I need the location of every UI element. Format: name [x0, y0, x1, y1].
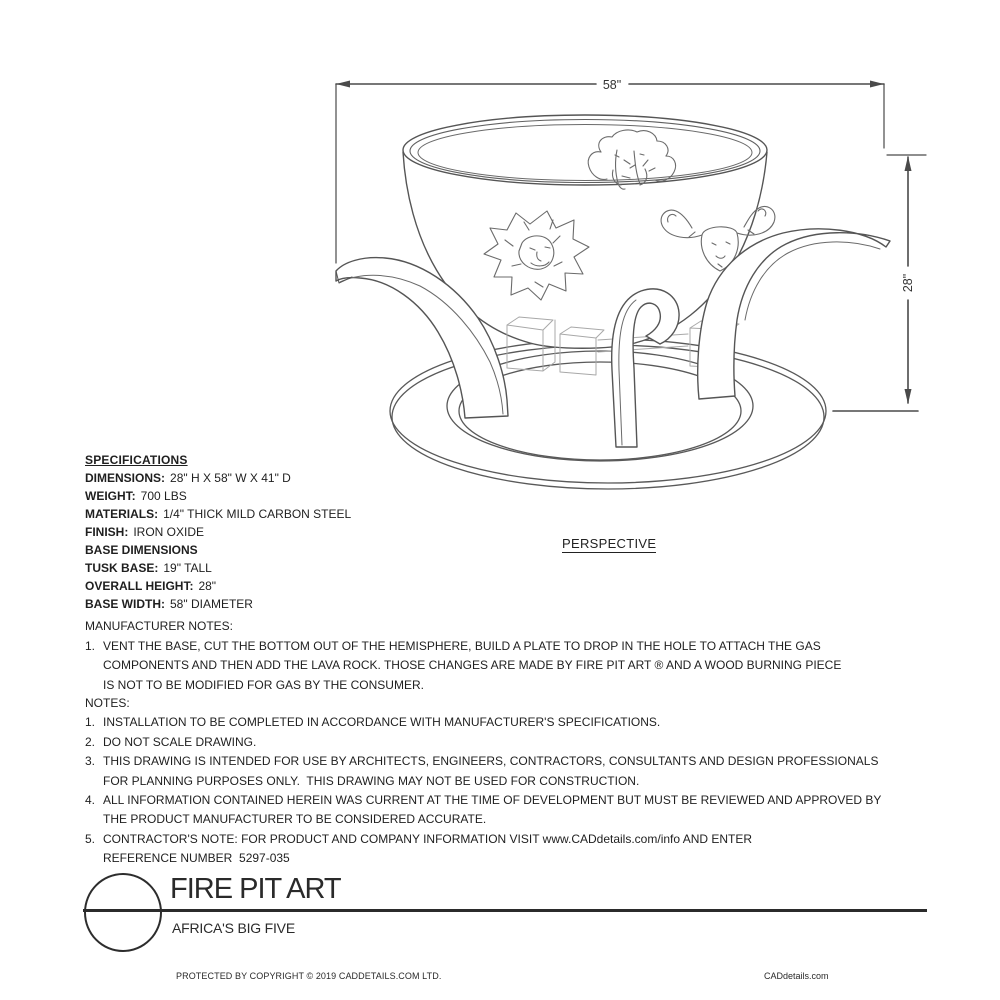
spec-label: FINISH:	[85, 525, 129, 539]
spec-value: 28" H X 58" W X 41" D	[170, 471, 291, 485]
company-name: FIRE PIT ART	[170, 873, 341, 905]
dimension-28-label: 28"	[901, 273, 915, 293]
spec-value: 1/4" THICK MILD CARBON STEEL	[163, 507, 352, 521]
note-number: 5.	[85, 831, 96, 846]
note-text: FOR PLANNING PURPOSES ONLY. THIS DRAWING MAY NOT BE USED FOR CONSTRUCTION.	[103, 773, 640, 788]
note-line	[85, 656, 841, 676]
note-number: 2.	[85, 734, 96, 749]
spec-label: OVERALL HEIGHT:	[85, 579, 194, 593]
note-text: COMPONENTS AND THEN ADD THE LAVA ROCK. THOSE CHANGES ARE MADE BY FIRE PIT ART ® AND A WOOD BURNING PIECE	[103, 658, 842, 672]
note-text: THIS DRAWING IS INTENDED FOR USE BY ARCHITECTS, ENGINEERS, CONTRACTORS, CONSULTANTS AND DESIGN PROFESSIONALS	[103, 754, 879, 769]
note-line	[85, 713, 881, 732]
spec-row	[85, 559, 351, 577]
note-line	[85, 810, 881, 829]
spec-row	[85, 595, 351, 613]
note-line	[85, 752, 881, 771]
dimension-28	[833, 155, 926, 411]
note-text: ALL INFORMATION CONTAINED HEREIN WAS CURRENT AT THE TIME OF DEVELOPMENT BUT MUST BE REVIEWED AND APPROVED BY	[103, 793, 882, 808]
notes-block	[85, 694, 881, 869]
note-line	[85, 849, 881, 868]
view-label: PERSPECTIVE	[562, 536, 657, 551]
note-line	[85, 733, 881, 752]
logo-circle-icon	[84, 873, 162, 952]
spec-value: 28"	[198, 579, 217, 593]
specifications-block	[85, 451, 351, 613]
note-line	[85, 830, 881, 849]
spec-row	[85, 523, 351, 541]
spec-value: 58" DIAMETER	[170, 597, 253, 611]
note-line	[85, 637, 841, 657]
manufacturer-notes-heading: MANUFACTURER NOTES:	[85, 619, 234, 633]
note-text: INSTALLATION TO BE COMPLETED IN ACCORDANCE WITH MANUFACTURER'S SPECIFICATIONS.	[103, 715, 661, 730]
note-number: 1.	[85, 715, 96, 730]
specifications-heading: SPECIFICATIONS	[85, 453, 188, 467]
spec-label: BASE DIMENSIONS	[85, 543, 198, 557]
note-text: THE PRODUCT MANUFACTURER TO BE CONSIDERED ACCURATE.	[103, 812, 487, 827]
note-number: 3.	[85, 754, 96, 769]
notes-heading: NOTES:	[85, 696, 130, 710]
spec-row	[85, 577, 351, 595]
spec-label: WEIGHT:	[85, 489, 136, 503]
website-text: CADdetails.com	[764, 971, 829, 981]
spec-label: DIMENSIONS:	[85, 471, 166, 485]
note-text: VENT THE BASE, CUT THE BOTTOM OUT OF THE HEMISPHERE, BUILD A PLATE TO DROP IN THE HOLE TO ATTACH THE GAS	[103, 638, 821, 653]
dimension-58-label: 58"	[602, 78, 622, 92]
spec-value: IRON OXIDE	[133, 525, 205, 539]
spec-row	[85, 469, 351, 487]
manufacturer-notes-block	[85, 617, 841, 695]
note-number: 4.	[85, 793, 96, 808]
spec-value: 19" TALL	[163, 561, 212, 575]
note-text: CONTRACTOR'S NOTE: FOR PRODUCT AND COMPANY INFORMATION VISIT www.CADdetails.com/info AND ENTER	[103, 831, 753, 846]
spec-value: 700 LBS	[140, 489, 187, 503]
spec-label: TUSK BASE:	[85, 561, 159, 575]
title-block-divider	[83, 909, 927, 912]
spec-row	[85, 505, 351, 523]
note-line	[85, 772, 881, 791]
note-text: IS NOT TO BE MODIFIED FOR GAS BY THE CONSUMER.	[103, 677, 424, 692]
note-text: REFERENCE NUMBER 5297-035	[103, 851, 290, 866]
product-name: AFRICA'S BIG FIVE	[172, 920, 295, 936]
spec-label: BASE WIDTH:	[85, 597, 165, 611]
note-number: 1.	[85, 638, 96, 653]
spec-row	[85, 541, 351, 559]
spec-label: MATERIALS:	[85, 507, 159, 521]
copyright-text: PROTECTED BY COPYRIGHT © 2019 CADDETAILS.COM LTD.	[176, 971, 442, 981]
spec-row	[85, 487, 351, 505]
note-text: DO NOT SCALE DRAWING.	[103, 734, 257, 749]
note-line	[85, 676, 841, 696]
note-line	[85, 791, 881, 810]
